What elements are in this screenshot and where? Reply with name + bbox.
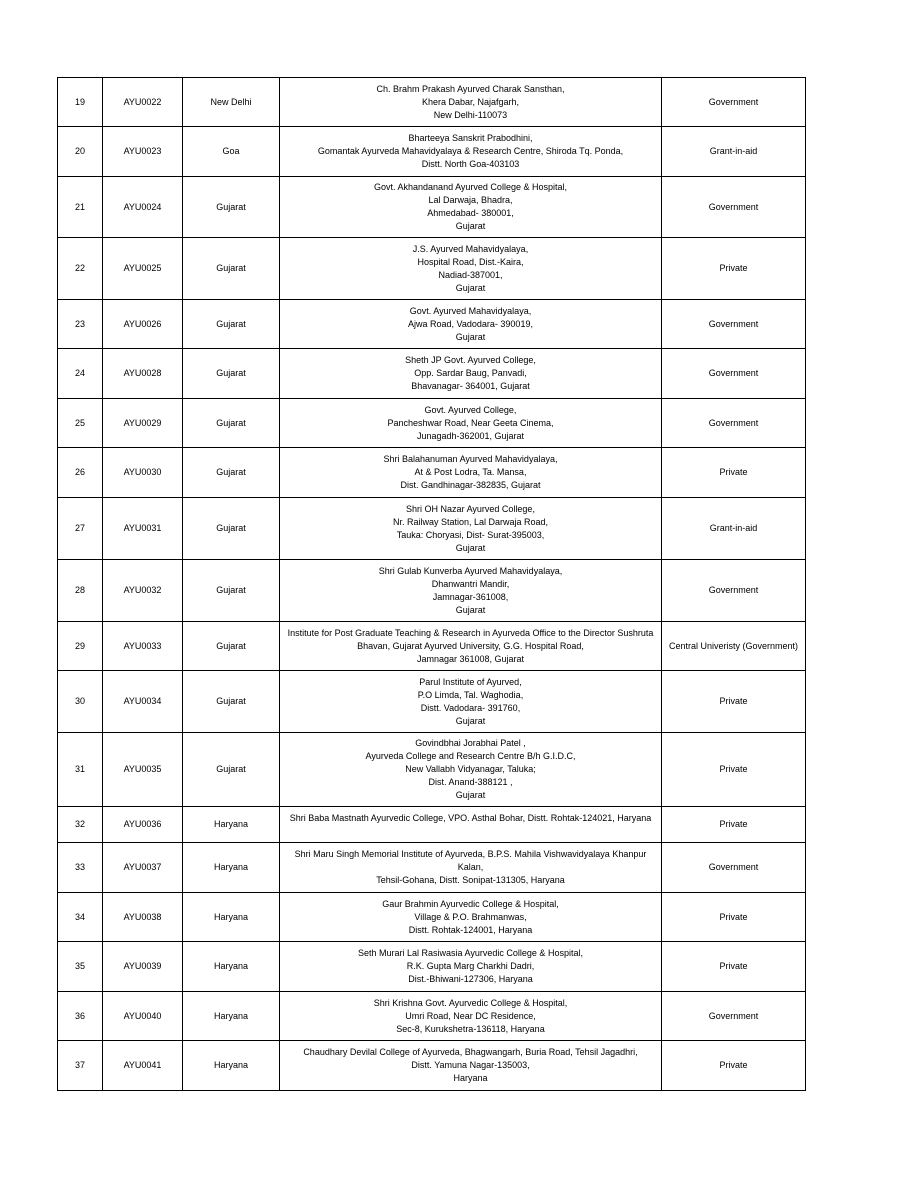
college-code-cell: AYU0026 — [103, 300, 183, 349]
serial-number-cell: 37 — [58, 1041, 103, 1091]
management-type-cell: Private — [662, 807, 806, 843]
serial-number-cell: 20 — [58, 127, 103, 177]
address-line: Lal Darwaja, Bhadra, — [428, 195, 513, 205]
management-type-cell: Private — [662, 448, 806, 498]
address-cell — [280, 78, 662, 127]
college-list-table — [57, 77, 806, 1091]
management-type-cell: Government — [662, 300, 806, 349]
address-line: Bhavan, Gujarat Ayurved University, G.G. Hospital Road, — [357, 640, 584, 651]
management-type-cell: Government — [662, 78, 806, 127]
address-line: Gujarat — [455, 715, 486, 726]
table-row — [58, 942, 806, 992]
address-line: Tauka: Choryasi, Dist- Surat-395003, — [396, 529, 545, 540]
address-line: Jamnagar 361008, Gujarat — [416, 653, 525, 664]
address-line: Gujarat — [455, 221, 486, 231]
address-line — [283, 825, 658, 838]
state-cell: Gujarat — [183, 177, 280, 238]
college-code-cell: AYU0029 — [103, 399, 183, 448]
table-row — [58, 992, 806, 1041]
address-cell — [280, 1041, 662, 1091]
table-row — [58, 843, 806, 893]
address-line: Bharteeya Sanskrit Prabodhini, — [408, 133, 533, 143]
management-type-cell: Private — [662, 238, 806, 300]
address-cell — [280, 807, 662, 843]
college-code-cell: AYU0022 — [103, 78, 183, 127]
college-code-cell: AYU0037 — [103, 843, 183, 893]
state-cell: Haryana — [183, 942, 280, 992]
address-cell — [280, 843, 662, 893]
college-code-cell: AYU0031 — [103, 498, 183, 560]
address-line: Dist. Gandhinagar-382835, Gujarat — [400, 480, 541, 490]
table-row — [58, 893, 806, 942]
state-cell: Haryana — [183, 893, 280, 942]
college-code-cell: AYU0041 — [103, 1041, 183, 1091]
serial-number-cell: 33 — [58, 843, 103, 893]
address-line: Shri OH Nazar Ayurved College, — [406, 503, 535, 514]
serial-number-cell: 24 — [58, 349, 103, 399]
state-cell: Gujarat — [183, 349, 280, 399]
address-cell — [280, 942, 662, 992]
address-line: Gujarat — [455, 542, 486, 553]
address-line: Opp. Sardar Baug, Panvadi, — [414, 368, 527, 378]
table-row — [58, 733, 806, 807]
address-cell — [280, 733, 662, 807]
address-cell — [280, 349, 662, 399]
college-code-cell: AYU0030 — [103, 448, 183, 498]
serial-number-cell: 22 — [58, 238, 103, 300]
management-type-cell: Grant-in-aid — [662, 498, 806, 560]
state-cell: Haryana — [183, 807, 280, 843]
college-code-cell: AYU0025 — [103, 238, 183, 300]
address-line: Tehsil-Gohana, Distt. Sonipat-131305, Haryana — [376, 875, 565, 885]
table-row — [58, 560, 806, 622]
address-line: Dist. Anand-388121 , — [428, 777, 513, 787]
address-cell — [280, 560, 662, 622]
college-code-cell: AYU0034 — [103, 671, 183, 733]
serial-number-cell: 26 — [58, 448, 103, 498]
address-line: Dhanwantri Mandir, — [431, 578, 510, 589]
college-code-cell: AYU0032 — [103, 560, 183, 622]
address-line: Distt. North Goa-403103 — [421, 159, 520, 169]
address-line: Hospital Road, Dist.-Kaira, — [417, 256, 524, 267]
address-cell — [280, 127, 662, 177]
address-line: Bhavanagar- 364001, Gujarat — [411, 381, 530, 391]
address-line: Dist.-Bhiwani-127306, Haryana — [408, 974, 533, 984]
table-row — [58, 349, 806, 399]
serial-number-cell: 32 — [58, 807, 103, 843]
serial-number-cell: 30 — [58, 671, 103, 733]
table-row — [58, 399, 806, 448]
table-row — [58, 622, 806, 671]
serial-number-cell: 34 — [58, 893, 103, 942]
address-line: Distt. Yamuna Nagar-135003, — [411, 1060, 530, 1070]
college-code-cell: AYU0035 — [103, 733, 183, 807]
serial-number-cell: 19 — [58, 78, 103, 127]
table-row — [58, 1041, 806, 1091]
serial-number-cell: 25 — [58, 399, 103, 448]
table-row — [58, 300, 806, 349]
management-type-cell: Government — [662, 560, 806, 622]
serial-number-cell: 27 — [58, 498, 103, 560]
address-cell — [280, 498, 662, 560]
table-row — [58, 127, 806, 177]
address-line: Ahmedabad- 380001, — [427, 208, 514, 218]
table-row — [58, 671, 806, 733]
management-type-cell: Government — [662, 843, 806, 893]
address-cell — [280, 671, 662, 733]
college-code-cell: AYU0023 — [103, 127, 183, 177]
serial-number-cell: 31 — [58, 733, 103, 807]
table-row — [58, 177, 806, 238]
state-cell: Gujarat — [183, 671, 280, 733]
management-type-cell: Government — [662, 992, 806, 1041]
address-line: Ajwa Road, Vadodara- 390019, — [408, 318, 533, 329]
address-line: Sec-8, Kurukshetra-136118, Haryana — [396, 1023, 545, 1034]
address-line: New Vallabh Vidyanagar, Taluka; — [405, 764, 536, 774]
management-type-cell: Grant-in-aid — [662, 127, 806, 177]
address-line: Distt. Vadodara- 391760, — [420, 702, 521, 713]
address-line: Ayurveda College and Research Centre B/h G.I.D.C, — [365, 751, 576, 761]
state-cell: Haryana — [183, 992, 280, 1041]
address-line: Chaudhary Devilal College of Ayurveda, Bhagwangarh, Buria Road, Tehsil Jagadhri, — [303, 1047, 638, 1057]
serial-number-cell: 36 — [58, 992, 103, 1041]
serial-number-cell: 29 — [58, 622, 103, 671]
address-line: Shri Krishna Govt. Ayurvedic College & Hospital, — [373, 997, 568, 1008]
state-cell: Gujarat — [183, 300, 280, 349]
address-cell — [280, 177, 662, 238]
address-line: Gaur Brahmin Ayurvedic College & Hospital, — [382, 898, 559, 909]
address-line: Gujarat — [455, 282, 486, 293]
state-cell: Gujarat — [183, 448, 280, 498]
address-line: Khera Dabar, Najafgarh, — [421, 96, 520, 107]
address-line: Shri Gulab Kunverba Ayurved Mahavidyalaya, — [378, 565, 563, 576]
serial-number-cell: 23 — [58, 300, 103, 349]
serial-number-cell: 35 — [58, 942, 103, 992]
table-row — [58, 498, 806, 560]
address-cell — [280, 992, 662, 1041]
address-cell — [280, 893, 662, 942]
state-cell: Gujarat — [183, 399, 280, 448]
management-type-cell: Central Univeristy (Government) — [662, 622, 806, 671]
address-cell — [280, 622, 662, 671]
table-row — [58, 807, 806, 843]
address-line: Village & P.O. Brahmanwas, — [414, 911, 527, 922]
college-code-cell: AYU0039 — [103, 942, 183, 992]
management-type-cell: Government — [662, 349, 806, 399]
address-line: At & Post Lodra, Ta. Mansa, — [414, 467, 527, 477]
address-line: Gomantak Ayurveda Mahavidyalaya & Research Centre, Shiroda Tq. Ponda, — [317, 146, 624, 156]
address-line: Jamnagar-361008, — [432, 591, 509, 602]
address-line: Shri Maru Singh Memorial Institute of Ayurveda, B.P.S. Mahila Vishwavidyalaya Khanpur — [294, 849, 647, 859]
management-type-cell: Private — [662, 733, 806, 807]
serial-number-cell: 21 — [58, 177, 103, 238]
management-type-cell: Private — [662, 893, 806, 942]
address-line: Haryana — [453, 1073, 488, 1083]
state-cell: New Delhi — [183, 78, 280, 127]
address-line: Shri Baba Mastnath Ayurvedic College, VPO. Asthal Bohar, Distt. Rohtak-124021, Haryana — [289, 812, 652, 823]
address-line: Ch. Brahm Prakash Ayurved Charak Sansthan, — [376, 83, 565, 94]
address-line: J.S. Ayurved Mahavidyalaya, — [412, 243, 529, 254]
table-row — [58, 448, 806, 498]
address-line: Institute for Post Graduate Teaching & Research in Ayurveda Office to the Director Sushruta — [287, 627, 654, 638]
college-code-cell: AYU0036 — [103, 807, 183, 843]
address-cell — [280, 448, 662, 498]
management-type-cell: Private — [662, 1041, 806, 1091]
address-line: Umri Road, Near DC Residence, — [405, 1010, 536, 1021]
address-cell — [280, 238, 662, 300]
address-line: Pancheshwar Road, Near Geeta Cinema, — [387, 417, 554, 428]
table-row — [58, 78, 806, 127]
address-line: Gujarat — [455, 790, 486, 800]
state-cell: Gujarat — [183, 238, 280, 300]
table-body — [58, 78, 806, 1091]
address-line: Govt. Ayurved Mahavidyalaya, — [409, 305, 532, 316]
college-code-cell: AYU0038 — [103, 893, 183, 942]
address-line: Seth Murari Lal Rasiwasia Ayurvedic College & Hospital, — [358, 948, 583, 958]
management-type-cell: Government — [662, 177, 806, 238]
address-line: Gujarat — [455, 331, 486, 342]
state-cell: Gujarat — [183, 560, 280, 622]
address-line: Junagadh-362001, Gujarat — [416, 430, 525, 441]
college-code-cell: AYU0033 — [103, 622, 183, 671]
college-code-cell: AYU0024 — [103, 177, 183, 238]
address-line: Gujarat — [455, 604, 486, 615]
state-cell: Gujarat — [183, 733, 280, 807]
state-cell: Gujarat — [183, 622, 280, 671]
address-line: Govt. Akhandanand Ayurved College & Hospital, — [374, 182, 567, 192]
address-line: P.O Limda, Tal. Waghodia, — [417, 689, 524, 700]
management-type-cell: Government — [662, 399, 806, 448]
address-line: New Delhi-110073 — [433, 109, 508, 120]
address-line: Govindbhai Jorabhai Patel , — [415, 738, 526, 748]
address-line: Distt. Rohtak-124001, Haryana — [408, 924, 533, 935]
management-type-cell: Private — [662, 671, 806, 733]
address-line: Parul Institute of Ayurved, — [419, 676, 522, 687]
state-cell: Goa — [183, 127, 280, 177]
college-code-cell: AYU0040 — [103, 992, 183, 1041]
address-line: Shri Balahanuman Ayurved Mahavidyalaya, — [383, 454, 558, 464]
address-line: Sheth JP Govt. Ayurved College, — [405, 355, 536, 365]
address-line: Nadiad-387001, — [438, 269, 503, 280]
address-cell — [280, 300, 662, 349]
address-cell — [280, 399, 662, 448]
address-line: Govt. Ayurved College, — [424, 404, 517, 415]
state-cell: Haryana — [183, 1041, 280, 1091]
address-line: Nr. Railway Station, Lal Darwaja Road, — [392, 516, 549, 527]
state-cell: Haryana — [183, 843, 280, 893]
college-code-cell: AYU0028 — [103, 349, 183, 399]
address-line: Kalan, — [457, 862, 484, 872]
address-line: R.K. Gupta Marg Charkhi Dadri, — [406, 961, 535, 971]
management-type-cell: Private — [662, 942, 806, 992]
serial-number-cell: 28 — [58, 560, 103, 622]
state-cell: Gujarat — [183, 498, 280, 560]
table-row — [58, 238, 806, 300]
